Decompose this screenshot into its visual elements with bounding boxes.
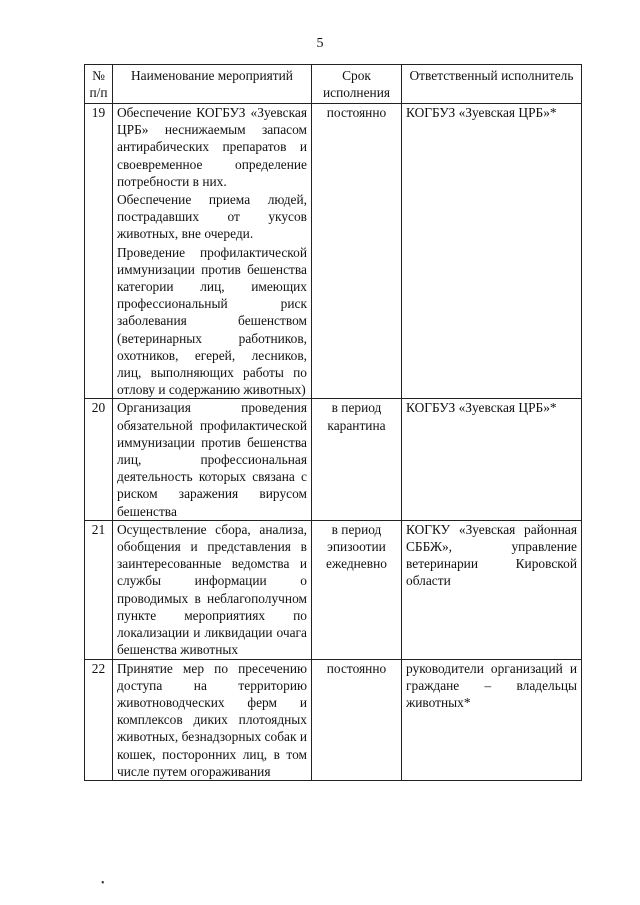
header-term: Срок исполнения	[312, 65, 402, 104]
header-executor: Ответственный исполнитель	[402, 65, 582, 104]
page-number: 5	[316, 36, 324, 51]
measure-name	[113, 104, 312, 399]
measure-name	[113, 520, 312, 659]
term-cell: постоянно	[312, 659, 402, 780]
table-row	[85, 659, 582, 780]
row-number: 20	[85, 399, 113, 520]
measure-paragraph: Осуществление сбора, анализа, обобщения и представления в заинтересованные ведомства и службы информации о проводимых в неблагополучном пункте мероприятиях по локализации и ликвидации очага бешенства животных	[117, 521, 307, 658]
row-number: 19	[85, 104, 113, 399]
measure-paragraph: Обеспечение приема людей, пострадавших от укусов животных, вне очереди.	[117, 192, 307, 242]
measure-paragraph: Организация проведения обязательной профилактической иммунизации против бешенства лиц, профессиональная деятельность которых связана с риском заражения вирусом бешенства	[117, 400, 307, 519]
executor-cell: руководители организаций и граждане – владельцы животных*	[402, 659, 582, 780]
term-cell: в период карантина	[312, 399, 402, 520]
table-row	[85, 520, 582, 659]
header-name: Наименование мероприятий	[113, 65, 312, 104]
executor-cell: КОГБУЗ «Зуевская ЦРБ»*	[402, 399, 582, 520]
row-number: 21	[85, 520, 113, 659]
executor-cell: КОГБУЗ «Зуевская ЦРБ»*	[402, 104, 582, 399]
table-row	[85, 104, 582, 399]
measures-table	[84, 64, 582, 781]
measure-paragraph: Принятие мер по пресечению доступа на территорию животноводческих ферм и комплексов диких плотоядных животных, безнадзорных собак и кошек, посторонних лиц, в том числе путем огораживания	[117, 660, 307, 779]
measure-paragraph: Обеспечение КОГБУЗ «Зуевская ЦРБ» неснижаемым запасом антирабических препаратов и своевременное определение потребности в них.	[117, 105, 307, 189]
table-header-row	[85, 65, 582, 104]
measure-name	[113, 399, 312, 520]
measure-name	[113, 659, 312, 780]
executor-cell: КОГКУ «Зуевская районная СББЖ», управление ветеринарии Кировской области	[402, 520, 582, 659]
stray-mark: •	[101, 878, 105, 889]
row-number: 22	[85, 659, 113, 780]
table-row	[85, 399, 582, 520]
term-cell: в период эпизоотии ежедневно	[312, 520, 402, 659]
header-num: № п/п	[85, 65, 113, 104]
term-cell: постоянно	[312, 104, 402, 399]
measure-paragraph: Проведение профилактической иммунизации против бешенства категории лиц, имеющих профессиональный риск заболевания бешенством (ветеринарных работников, охотников, егерей, лесников, лиц, выполняющих работы по отлову и содержанию животных)	[117, 244, 307, 398]
